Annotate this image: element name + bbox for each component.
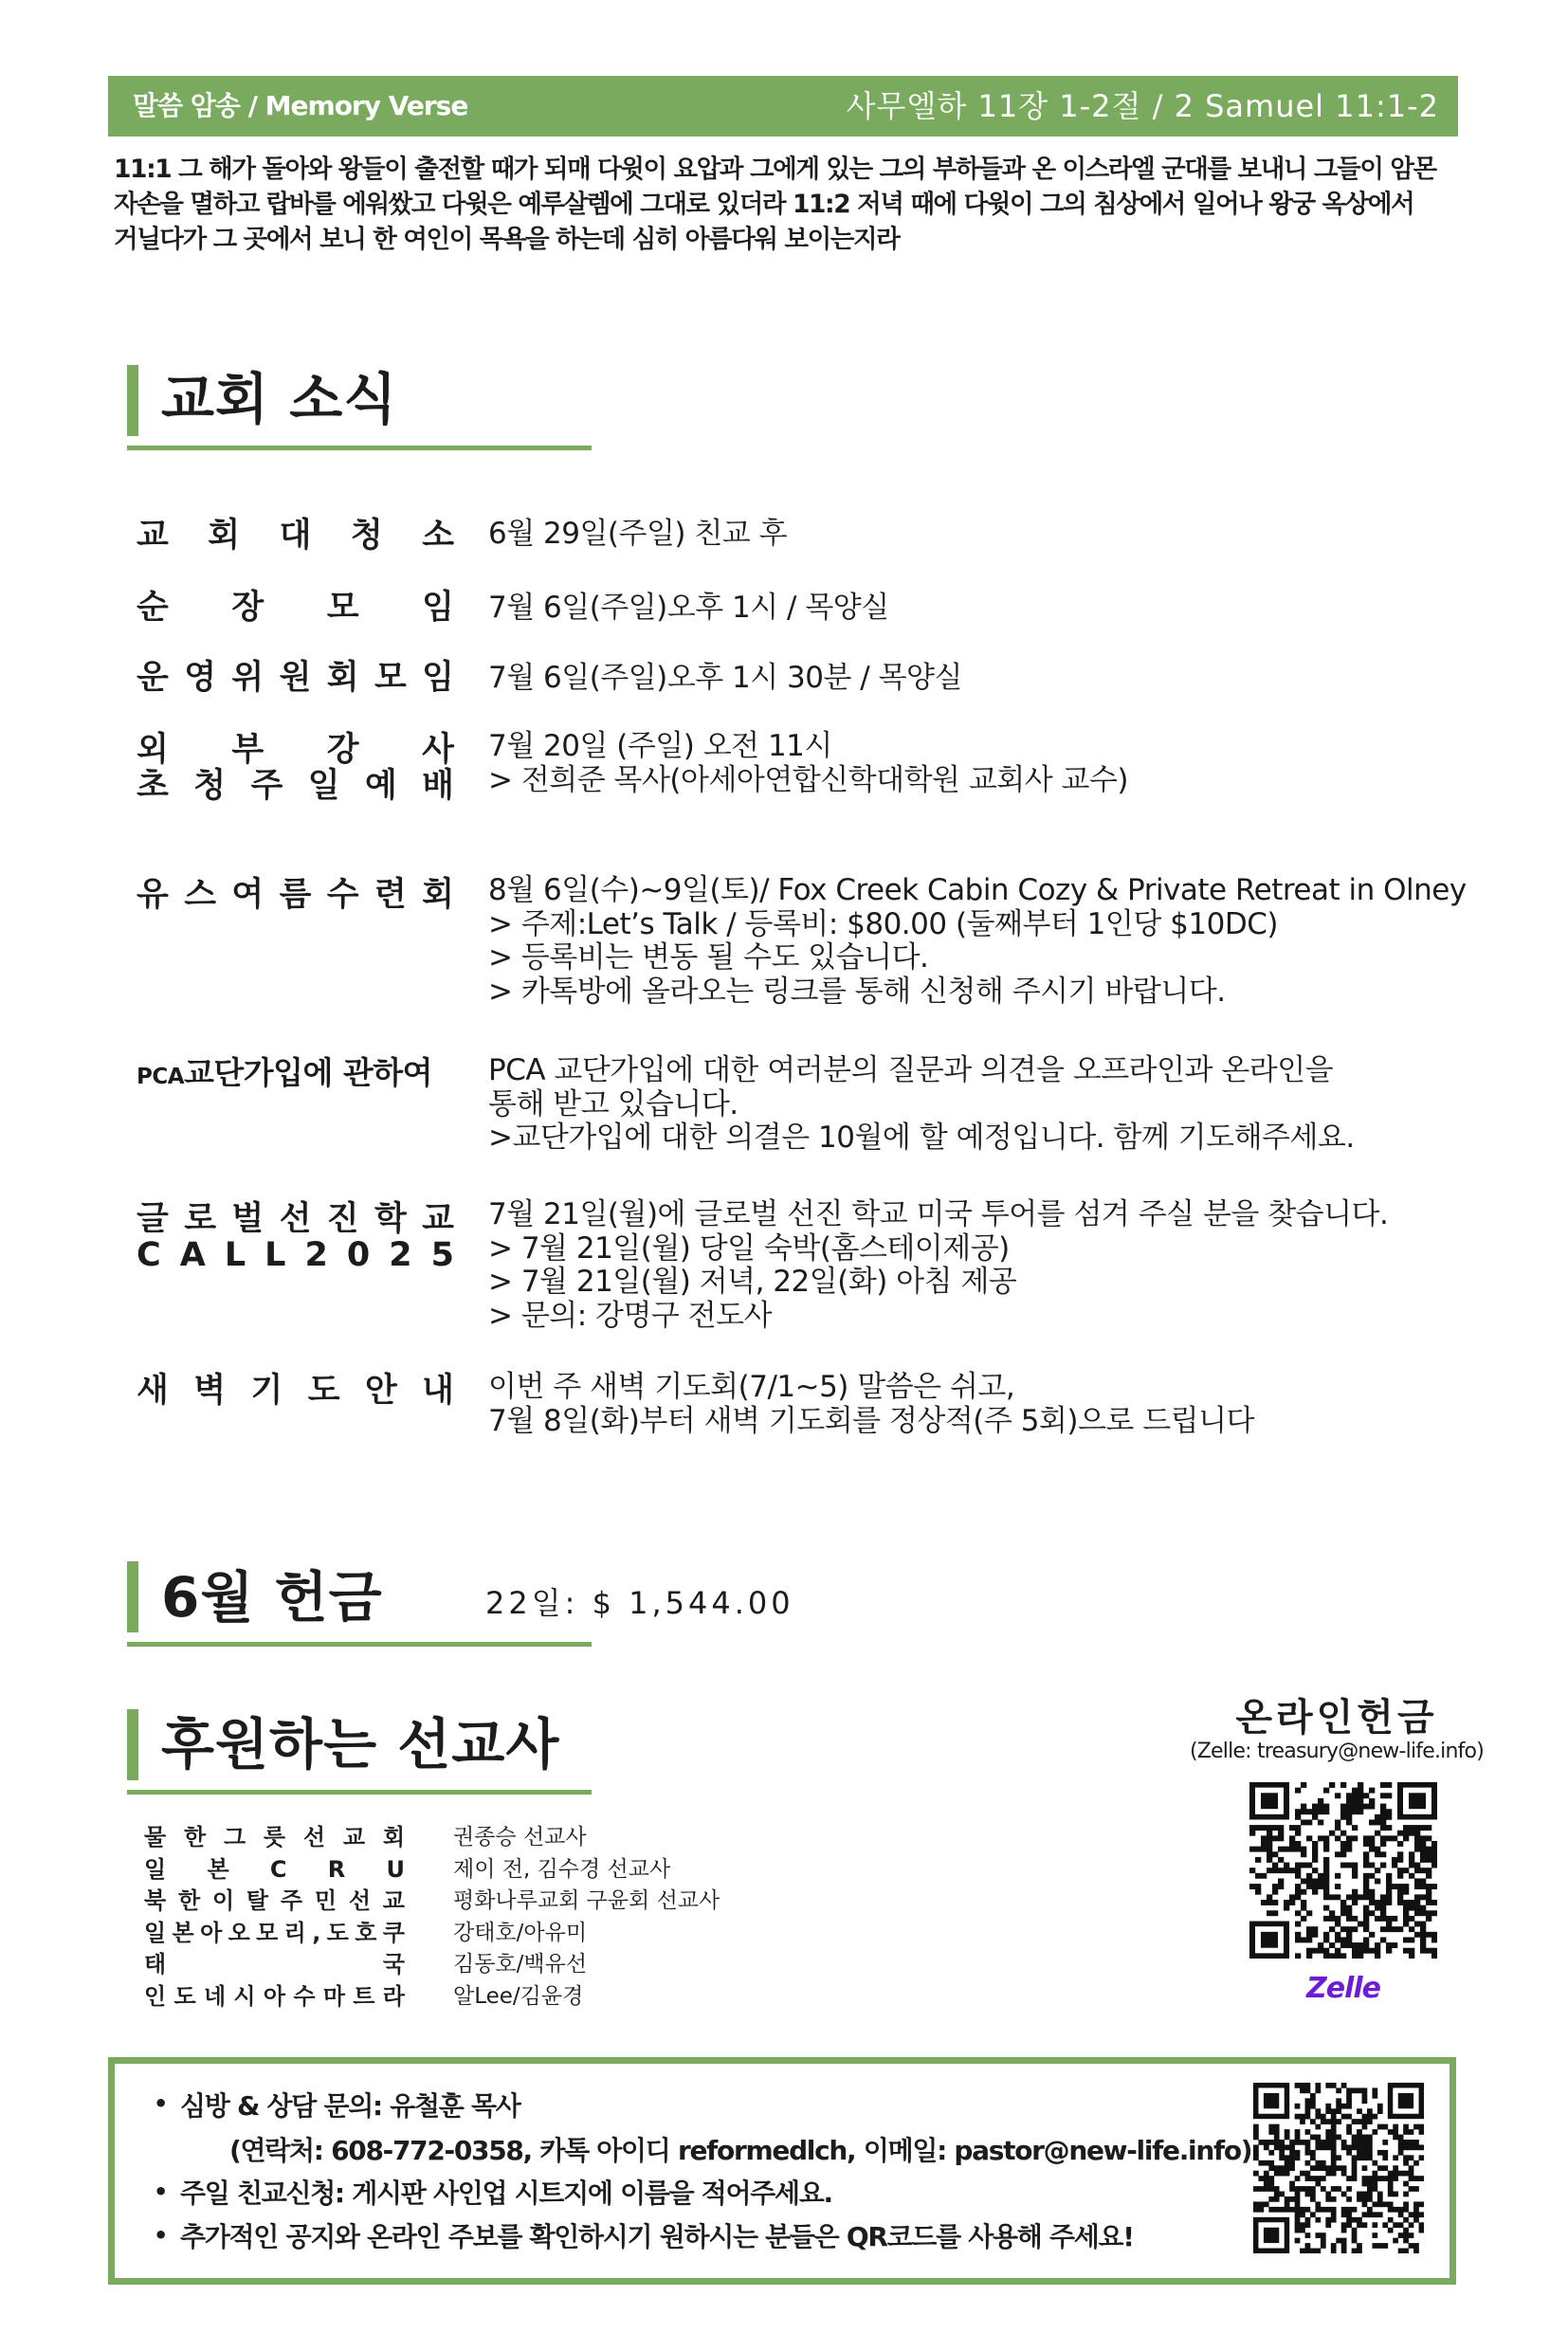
label-char: A [179, 1236, 206, 1274]
label-char: 모 [374, 659, 407, 697]
label-char: 모 [256, 1919, 279, 1946]
zelle-qr-code-icon[interactable] [1249, 1782, 1437, 1959]
label-char: 청 [350, 517, 383, 555]
label-char: 청 [193, 767, 227, 805]
news-value-committee-meeting: 7월 6일(주일)오후 1시 30분 / 목양실 [488, 661, 962, 695]
label-char: 벽 [193, 1372, 227, 1410]
spaced-label [144, 1949, 405, 1981]
contact-details: (연락처: 608-772-0358, 카톡 아이디 reformedlch, 이메일: pastor@new-life.info) [229, 2135, 1252, 2166]
label-char: 배 [422, 767, 454, 805]
label-char: 수 [293, 1982, 316, 2010]
missionary-name: 알Lee/김윤경 [453, 1983, 584, 2009]
news-label-guest-speaker [137, 732, 454, 804]
news-title: 교회 소식 [161, 367, 398, 431]
news-heading-underline [127, 446, 592, 450]
label-char: 모 [326, 589, 359, 627]
news-label-leaders-meeting [137, 590, 454, 626]
offering-heading-bar [127, 1561, 138, 1632]
contact-qr-note: 추가적인 공지와 온라인 주보를 확인하시기 원하시는 분들은 QR코드를 사용해 주세요! [180, 2221, 1134, 2252]
missionary-name: 강태호/아유미 [453, 1920, 588, 1945]
label-char: 새 [137, 1372, 169, 1410]
label-char: 교 [382, 1887, 405, 1914]
label-char: 선 [279, 1200, 312, 1238]
online-offering-zelle-email: (Zelle: treasury@new-life.info) [1190, 1740, 1484, 1763]
label-char: C [137, 1236, 161, 1274]
missionary-name: 권종승 선교사 [453, 1825, 587, 1850]
label-char: 리 [283, 1919, 306, 1946]
label-char: 스 [184, 876, 216, 914]
label-char: 안 [364, 1372, 397, 1410]
news-value-youth-retreat: 8월 6일(수)~9일(토)/ Fox Creek Cabin Cozy & Private Retreat in Olney > 주제:Let’s Talk / 등록비: $80.00 (둘째부터 1인당 $10DC) > 등록비는 변동 될 수도 있습니다. > 카톡방에 올라오는 링크를 통해 신청해 주시기 바랍니다. [488, 873, 1467, 1009]
label-char: 운 [137, 659, 169, 697]
spaced-label [137, 518, 454, 554]
bullet: • [154, 2178, 169, 2205]
bullet: • [154, 2090, 169, 2117]
label-char: 인 [144, 1982, 167, 2010]
label-char: 네 [203, 1982, 227, 2010]
label-char: 일 [144, 1919, 167, 1946]
label-char: 회 [208, 517, 241, 555]
spaced-label [144, 1886, 405, 1918]
missionary-name: 김동호/백유선 [453, 1952, 588, 1977]
label-char: 릇 [263, 1824, 286, 1850]
label-char: 그 [223, 1824, 246, 1850]
label-char: 련 [374, 876, 407, 914]
news-heading-bar [127, 365, 138, 436]
spaced-label [137, 590, 454, 626]
label-char: , [312, 1919, 321, 1946]
label-char: 회 [422, 876, 454, 914]
label-char: 예 [364, 767, 397, 805]
memory-verse-line: 11:1 그 해가 돌아와 왕들이 출전할 때가 되매 다윗이 요압과 그에게 있는 그의 부하들과 온 이스라엘 군대를 보내니 그들이 암몬 [114, 155, 1436, 184]
label-char: 위 [231, 659, 264, 697]
label-char: C [269, 1855, 287, 1883]
contact-fellowship: 주일 친교신청: 게시판 사인업 시트지에 이름을 적어주세요. [180, 2178, 832, 2209]
label-char: 회 [326, 659, 359, 697]
label-char: 이 [211, 1887, 235, 1914]
label-char: 오 [228, 1919, 250, 1946]
label-char: 물 [144, 1824, 167, 1850]
zelle-logo-icon: Zelle [1306, 1972, 1381, 2005]
news-value-leaders-meeting: 7월 6일(주일)오후 1시 / 목양실 [488, 591, 889, 625]
label-char: 도 [326, 1919, 349, 1946]
label-char: 선 [348, 1887, 371, 1914]
memory-verse-text [114, 152, 1460, 257]
label-char: 임 [422, 659, 454, 697]
label-char: 탈 [246, 1887, 269, 1914]
label-char: 내 [422, 1372, 454, 1410]
label-char: 아 [263, 1982, 286, 2010]
label-char: 대 [279, 517, 312, 555]
label-char: 기 [250, 1372, 283, 1410]
label-char: L [224, 1236, 246, 1274]
label-char: R [327, 1855, 346, 1883]
bulletin-qr-code-icon[interactable] [1253, 2083, 1424, 2253]
label-char: 임 [422, 589, 454, 627]
label-char: 민 [314, 1887, 337, 1914]
label-char: 국 [382, 1951, 405, 1977]
memory-verse-reference: 사무엘하 11장 1-2절 / 2 Samuel 11:1-2 [846, 88, 1439, 124]
label-char: 강 [326, 731, 359, 769]
memory-verse-label: 말씀 암송 / Memory Verse [133, 90, 468, 121]
label-char: L [264, 1236, 286, 1274]
spaced-label [137, 877, 454, 913]
spaced-label [137, 1201, 454, 1237]
news-value-cleaning: 6월 29일(주일) 친교 후 [488, 517, 788, 551]
label-char: 일 [144, 1855, 167, 1883]
label-char: 장 [231, 589, 264, 627]
label-char: 라 [382, 1982, 405, 2010]
label-char: 태 [144, 1951, 167, 1977]
label-char: 본 [172, 1919, 194, 1946]
contact-pastor: 심방 & 상담 문의: 유철훈 목사 [180, 2090, 520, 2122]
label-char: 2 [389, 1236, 412, 1274]
label-char: 초 [137, 767, 169, 805]
label-char: 순 [137, 589, 169, 627]
label-char: 마 [322, 1982, 345, 2010]
news-label-pca [137, 1055, 454, 1095]
label-char: 한 [183, 1824, 207, 1850]
label-char: 한 [177, 1887, 201, 1914]
label-char: 름 [279, 876, 312, 914]
label-char: 교 [422, 1200, 454, 1238]
label-char: 0 [346, 1236, 371, 1274]
memory-verse-line: 자손을 멸하고 랍바를 에워쌌고 다윗은 예루살렘에 그대로 있더라 11:2 저녁 때에 다윗이 그의 침상에서 일어나 왕궁 옥상에서 [114, 190, 1414, 219]
memory-verse-bar [108, 76, 1458, 137]
label-char: 진 [326, 1200, 359, 1238]
missionaries-title: 후원하는 선교사 [161, 1712, 560, 1777]
label-char: 본 [207, 1855, 229, 1883]
label-char: 쿠 [382, 1919, 405, 1946]
label-char: 5 [430, 1236, 454, 1274]
label-char: 시 [233, 1982, 256, 2010]
spaced-label [144, 1854, 405, 1886]
offering-amount: 22일: $ 1,544.00 [485, 1585, 794, 1621]
pca-label: 교단가입에 관하여 [184, 1054, 433, 1091]
spaced-label [144, 1918, 405, 1950]
missionaries-heading-bar [127, 1709, 138, 1780]
label-char: 여 [231, 876, 264, 914]
spaced-label [137, 1373, 454, 1409]
news-label-youth-retreat [137, 877, 454, 913]
online-offering-title: 온라인헌금 [1235, 1696, 1438, 1740]
label-char: 로 [184, 1200, 216, 1238]
missionaries-heading-underline [127, 1790, 592, 1795]
bullet: • [154, 2222, 169, 2249]
missionary-name: 평화나루교회 구윤회 선교사 [453, 1888, 720, 1913]
news-label-cleaning [137, 518, 454, 554]
label-char: 교 [137, 517, 169, 555]
news-label-global-school [137, 1201, 454, 1273]
pca-prefix: PCA [137, 1065, 185, 1089]
label-char: 2 [304, 1236, 328, 1274]
news-value-pca: PCA 교단가입에 대한 여러분의 질문과 의견을 오프라인과 온라인을 통해 받고 있습니다. >교단가입에 대한 의결은 10월에 할 예정입니다. 함께 기도해주세요. [488, 1053, 1355, 1155]
label-char: 부 [231, 731, 264, 769]
label-char: 교 [342, 1824, 366, 1850]
label-char: 글 [137, 1200, 169, 1238]
label-char: U [386, 1855, 405, 1883]
label-char: 원 [279, 659, 312, 697]
label-char: 아 [200, 1919, 223, 1946]
missionary-values [453, 1822, 720, 2013]
label-char: 일 [307, 767, 340, 805]
label-char: 수 [326, 876, 359, 914]
news-value-global-school: 7월 21일(월)에 글로벌 선진 학교 미국 투어를 섬겨 주실 분을 찾습니다. > 7월 21일(월) 당일 숙박(홈스테이제공) > 7월 21일(월) 저녁, 22일(화) 아침 제공 > 문의: 강명구 전도사 [488, 1197, 1389, 1333]
label-char: 호 [355, 1919, 377, 1946]
spaced-label [137, 732, 454, 768]
label-char: 벌 [231, 1200, 264, 1238]
label-char: 회 [382, 1824, 405, 1850]
label-char: 주 [280, 1887, 303, 1914]
label-char: 외 [137, 731, 169, 769]
memory-verse-line: 거닐다가 그 곳에서 보니 한 여인이 목욕을 하는데 심히 아름다워 보이는지라 [114, 225, 900, 254]
label-char: 도 [307, 1372, 340, 1410]
news-value-guest-speaker: 7월 20일 (주일) 오전 11시 > 전희준 목사(아세아연합신학대학원 교회사 교수) [488, 729, 1128, 797]
news-label-dawn-prayer [137, 1373, 454, 1409]
news-label-committee-meeting [137, 660, 454, 696]
news-value-dawn-prayer: 이번 주 새벽 기도회(7/1~5) 말씀은 쉬고, 7월 8일(화)부터 새벽 기도회를 정상적(주 5회)으로 드립니다 [488, 1370, 1254, 1438]
missionary-labels [144, 1822, 405, 2013]
label-char: 선 [302, 1824, 326, 1850]
label-char: 학 [374, 1200, 407, 1238]
label-char: 유 [137, 876, 169, 914]
spaced-label [144, 1822, 405, 1854]
spaced-label [137, 768, 454, 804]
offering-heading-underline [127, 1642, 592, 1647]
label-char: 도 [173, 1982, 196, 2010]
label-char: 사 [422, 731, 454, 769]
spaced-label [137, 660, 454, 696]
label-char: 트 [353, 1982, 375, 2010]
missionary-name: 제이 전, 김수경 선교사 [453, 1856, 671, 1882]
label-char: 북 [144, 1887, 167, 1914]
spaced-label [137, 1237, 454, 1273]
offering-title: 6월 헌금 [161, 1565, 383, 1630]
label-char: 영 [184, 659, 216, 697]
spaced-label [144, 1981, 405, 2014]
label-char: 소 [422, 517, 454, 555]
label-char: 주 [250, 767, 283, 805]
